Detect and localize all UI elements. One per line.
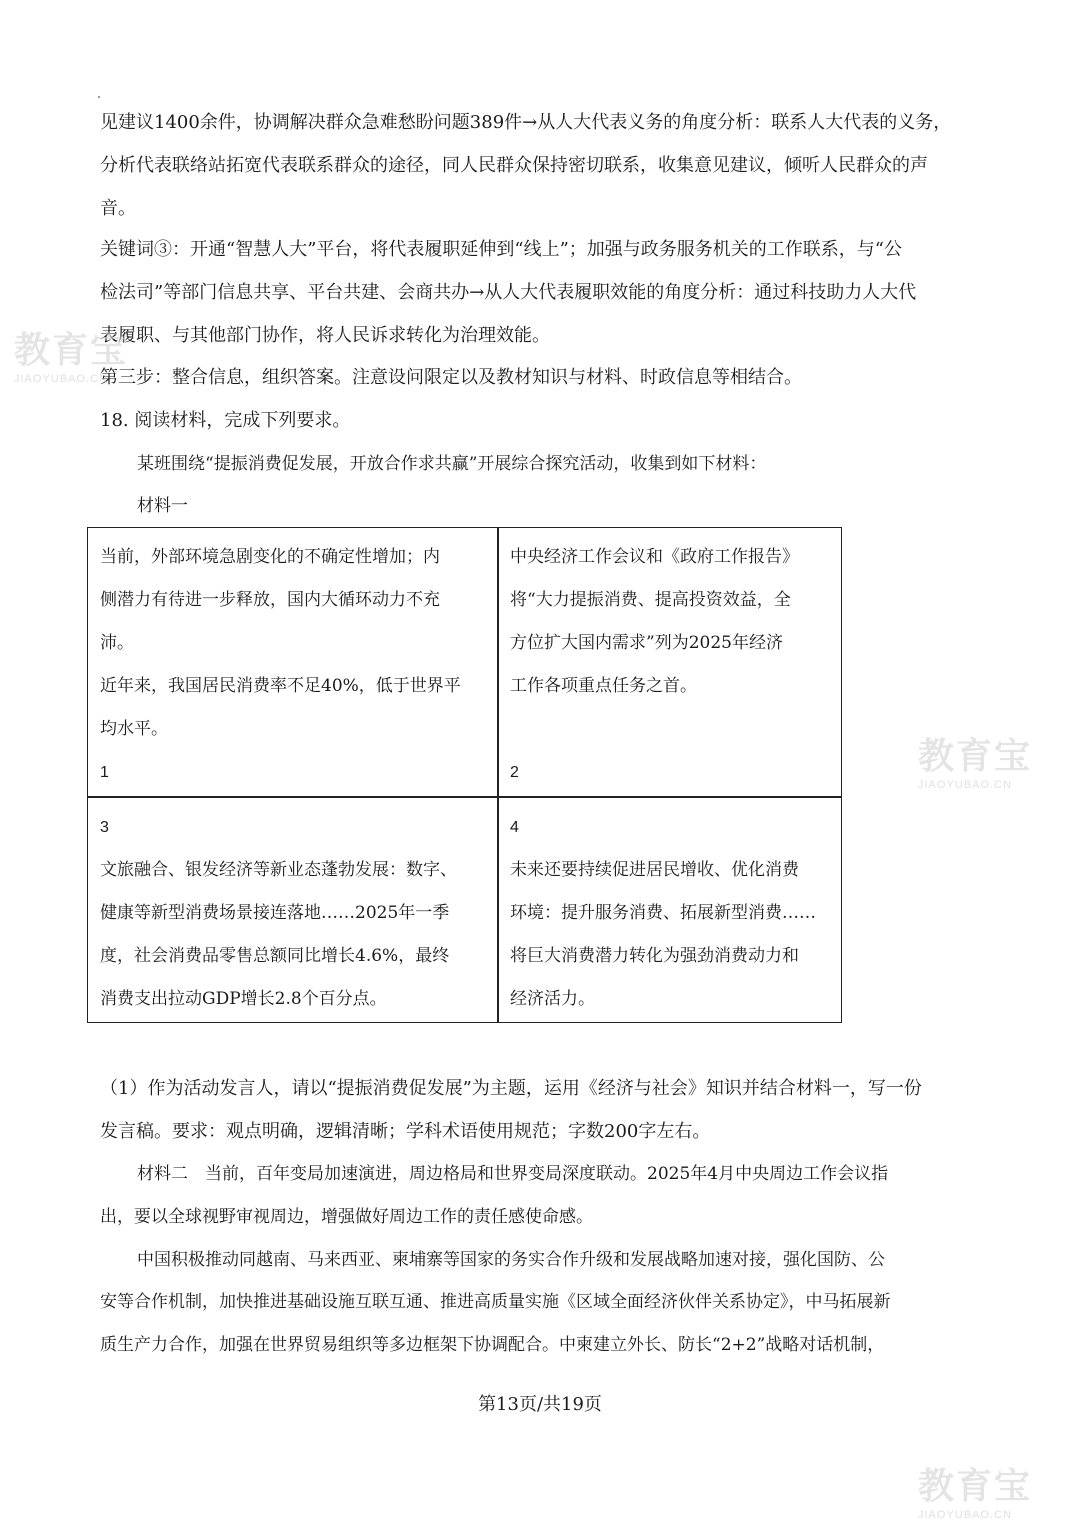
page-number: 第13页/共19页: [478, 1394, 602, 1415]
text-line-2: 分析代表联络站拓宽代表联系群众的途径，同人民群众保持密切联系，收集意见建议，倾听人民群众的声: [100, 155, 928, 176]
watermark-url: JIAOYUBAO.CN: [918, 1509, 1012, 1521]
cell-3-line: 文旅融合、银发经济等新业态蓬勃发展：数字、: [100, 860, 457, 880]
question-1-line-a: （1）作为活动发言人，请以“提振消费促发展”为主题，运用《经济与社会》知识并结合材料一，写一份: [100, 1078, 922, 1099]
watermark-text: 教育宝: [14, 330, 129, 371]
cell-2-number: 2: [510, 764, 519, 781]
cell-4-line: 经济活力。: [510, 989, 595, 1009]
text-line-1: 见建议1400余件，协调解决群众急难愁盼问题389件→从人大代表义务的角度分析：联系人大代表的义务，: [100, 112, 952, 133]
cell-1-number: 1: [100, 764, 109, 781]
cell-2-line: 中央经济工作会议和《政府工作报告》: [510, 547, 799, 567]
watermark-text: 教育宝: [918, 1466, 1033, 1507]
cell-2-line: 方位扩大国内需求”列为2025年经济: [510, 633, 783, 653]
cell-1-line: 侧潜力有待进一步释放，国内大循环动力不充: [100, 590, 440, 610]
watermark-text: 教育宝: [918, 736, 1033, 777]
material-table: [87, 527, 842, 1023]
text-line-4: 关键词③：开通“智慧人大”平台，将代表履职延伸到“线上”；加强与政务服务机关的工作联系，与“公: [100, 239, 903, 260]
watermark-url: JIAOYUBAO.CN: [918, 779, 1012, 791]
table-cell-2: [510, 536, 799, 794]
material-1-label: 材料一: [137, 496, 188, 516]
cell-3-line: 度，社会消费品零售总额同比增长4.6%，最终: [100, 946, 450, 966]
material-2-line-d: 安等合作机制，加快推进基础设施互联互通、推进高质量实施《区域全面经济伙伴关系协定》，中马拓展新: [100, 1292, 891, 1312]
table-cell-3: [100, 806, 457, 1021]
watermark-logo-bottom: [918, 1458, 1032, 1521]
watermark-logo-left: [14, 322, 128, 385]
cell-1-line: 当前，外部环境急剧变化的不确定性增加；内: [100, 547, 440, 567]
text-line-7: 第三步：整合信息，组织答案。注意设问限定以及教材知识与材料、时政信息等相结合。: [100, 367, 802, 388]
question-1-line-b: 发言稿。要求：观点明确，逻辑清晰；学科术语使用规范；字数200字左右。: [100, 1121, 711, 1142]
cell-4-number: 4: [510, 819, 519, 836]
material-2-line-b: 出，要以全球视野审视周边，增强做好周边工作的责任感使命感。: [100, 1207, 593, 1227]
table-vertical-divider: [497, 528, 499, 1022]
material-2-line-e: 质生产力合作，加强在世界贸易组织等多边框架下协调配合。中柬建立外长、防长“2+2”战略对话机制，: [100, 1335, 885, 1355]
question-18-heading: 18. 阅读材料，完成下列要求。: [100, 410, 351, 431]
material-2-line-c: 中国积极推动同越南、马来西亚、柬埔寨等国家的务实合作升级和发展战略加速对接，强化国防、公: [137, 1250, 885, 1270]
table-cell-4: [510, 806, 816, 1021]
cell-3-line: 消费支出拉动GDP增长2.8个百分点。: [100, 989, 387, 1009]
watermark-logo-right: [918, 728, 1032, 791]
cell-2-line: 将“大力提振消费、提高投资效益，全: [510, 590, 791, 610]
cell-2-line: 工作各项重点任务之首。: [510, 676, 697, 696]
material-2-line-a: 材料二 当前，百年变局加速演进，周边格局和世界变局深度联动。2025年4月中央周边工作会议指: [137, 1164, 889, 1184]
cell-1-line: 沛。: [100, 633, 134, 653]
watermark-url: JIAOYUBAO.CN: [14, 373, 108, 385]
table-horizontal-divider: [88, 796, 841, 798]
cell-1-line: 近年来，我国居民消费率不足40%，低于世界平: [100, 676, 461, 696]
cell-1-line: 均水平。: [100, 719, 168, 739]
table-cell-1: [100, 536, 461, 794]
activity-intro: 某班围绕“提振消费促发展，开放合作求共赢”开展综合探究活动，收集到如下材料：: [137, 454, 767, 474]
text-line-6: 表履职、与其他部门协作，将人民诉求转化为治理效能。: [100, 325, 550, 346]
text-line-5: 检法司”等部门信息共享、平台共建、会商共办→从人大代表履职效能的角度分析：通过科技助力人大代: [100, 282, 917, 303]
text-line-3: 音。: [100, 198, 136, 219]
cell-4-line: 未来还要持续促进居民增收、优化消费: [510, 860, 799, 880]
cell-3-number: 3: [100, 819, 109, 836]
cell-4-line: 将巨大消费潜力转化为强劲消费动力和: [510, 946, 799, 966]
cell-3-line: 健康等新型消费场景接连落地……2025年一季: [100, 903, 450, 923]
scan-dot: [98, 96, 100, 98]
cell-4-line: 环境：提升服务消费、拓展新型消费……: [510, 903, 816, 923]
